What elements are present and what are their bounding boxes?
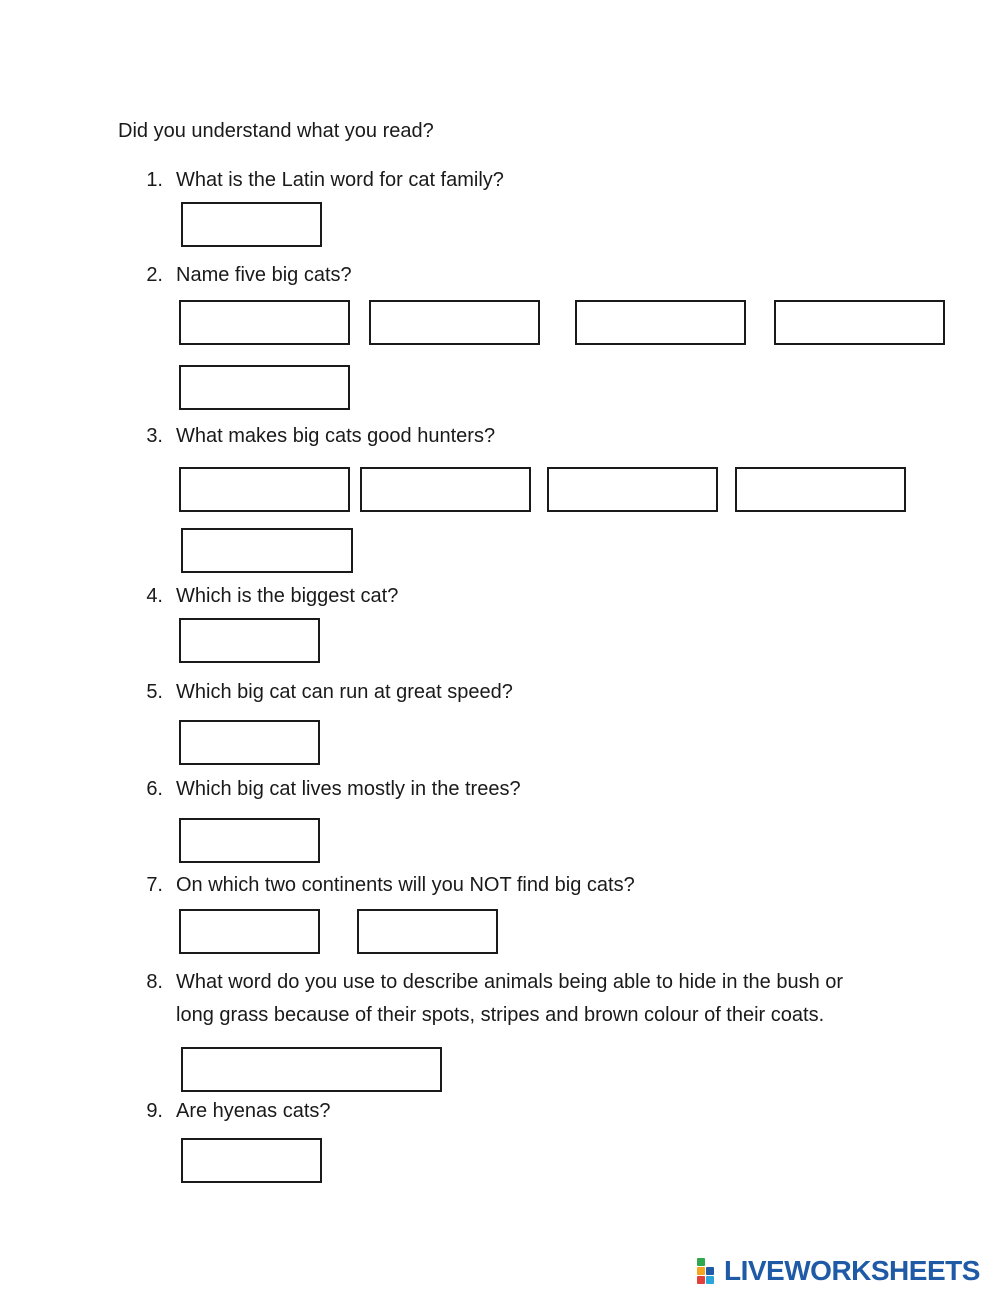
answer-field-q4[interactable]	[179, 618, 320, 663]
answer-field-q2-3[interactable]	[575, 300, 746, 345]
answer-field-q2-1[interactable]	[179, 300, 350, 345]
liveworksheets-logo	[697, 1255, 980, 1287]
question-6-number: 6.	[146, 778, 163, 800]
logo-text: LIVEWORKSHEETS	[724, 1255, 980, 1286]
answer-field-q5[interactable]	[179, 720, 320, 765]
question-5-text: Which big cat can run at great speed?	[176, 681, 513, 703]
answer-field-q7-2[interactable]	[357, 909, 498, 954]
question-4-text: Which is the biggest cat?	[176, 585, 399, 607]
question-9-text: Are hyenas cats?	[176, 1100, 331, 1122]
question-8-number: 8.	[146, 971, 163, 993]
worksheet-intro: Did you understand what you read?	[118, 120, 434, 142]
question-9-number: 9.	[146, 1100, 163, 1122]
question-5-number: 5.	[146, 681, 163, 703]
question-4-number: 4.	[146, 585, 163, 607]
question-3-text: What makes big cats good hunters?	[176, 425, 496, 447]
answer-field-q9[interactable]	[181, 1138, 322, 1183]
answer-field-q3-4[interactable]	[735, 467, 906, 512]
question-7-number: 7.	[146, 874, 163, 896]
question-1-number: 1.	[146, 169, 163, 191]
question-2-text: Name five big cats?	[176, 264, 352, 286]
answer-field-q8[interactable]	[181, 1047, 442, 1092]
question-2-number: 2.	[146, 264, 163, 286]
question-1-text: What is the Latin word for cat family?	[176, 169, 504, 191]
liveworksheets-logo-icon	[697, 1258, 721, 1284]
answer-field-q1[interactable]	[181, 202, 322, 247]
answer-field-q3-2[interactable]	[360, 467, 531, 512]
answer-field-q2-5[interactable]	[179, 365, 350, 410]
question-8-text-line-1: What word do you use to describe animals being able to hide in the bush or	[176, 971, 844, 993]
answer-field-q2-2[interactable]	[369, 300, 540, 345]
answer-field-q3-5[interactable]	[181, 528, 353, 573]
answer-field-q6[interactable]	[179, 818, 320, 863]
question-7-text: On which two continents will you NOT find big cats?	[176, 874, 635, 896]
answer-field-q3-1[interactable]	[179, 467, 350, 512]
question-3-number: 3.	[146, 425, 163, 447]
answer-field-q3-3[interactable]	[547, 467, 718, 512]
question-8-text-line-2: long grass because of their spots, stripes and brown colour of their coats.	[176, 1004, 825, 1026]
answer-field-q7-1[interactable]	[179, 909, 320, 954]
answer-field-q2-4[interactable]	[774, 300, 945, 345]
question-6-text: Which big cat lives mostly in the trees?	[176, 778, 521, 800]
